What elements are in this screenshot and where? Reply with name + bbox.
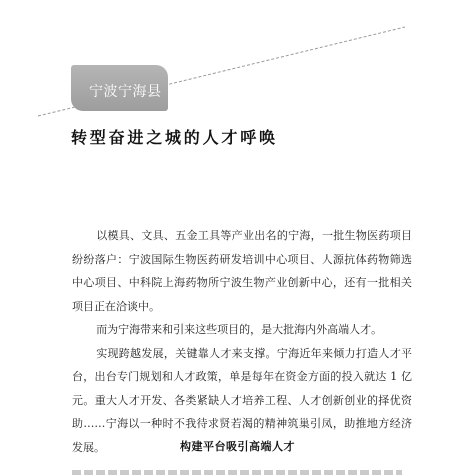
article-title: 转型奋进之城的人才呼唤 (71, 128, 278, 147)
body-paragraph: 以模具、文具、五金工具等产业出名的宁海，一批生物医药项目纷纷落户：宁波国际生物医药研发培训中心项目、人源抗体药物筛选中心项目、中科院上海药物所宁波生物产业创新中心，还有一批相关项目正在洽谈中。 (72, 229, 412, 313)
truncated-next-line (72, 465, 402, 475)
body-paragraph: 实现跨越发展，关键靠人才来支撑。宁海近年来倾力打造人才平台，出台专门规划和人才政策，单是每年在资金方面的投入就达 1 亿元。重大人才开发、各类紧缺人才培养工程、人才创新创业的择优资助……宁海以一种时不我待求贤若渴的精神筑巢引凤，助推地方经济发展。 (72, 346, 412, 454)
region-tag-label: 宁波宁海县 (89, 84, 162, 100)
section-heading: 构建平台吸引高端人才 (180, 440, 295, 453)
article-body (72, 224, 412, 459)
body-paragraph: 而为宁海带来和引来这些项目的，是大批海内外高端人才。 (96, 323, 383, 336)
